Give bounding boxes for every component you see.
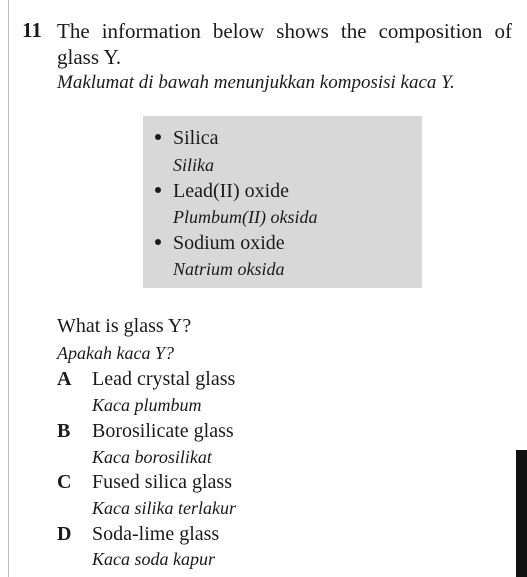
option-d-english[interactable]: Soda-lime glass	[92, 523, 220, 545]
composition-item-english: Lead(II) oxide	[173, 180, 290, 202]
question-stem-malay: Maklumat di bawah menunjukkan komposisi kaca Y.	[57, 72, 455, 93]
right-edge-bar	[516, 450, 527, 577]
option-a-malay: Kaca plumbum	[92, 395, 202, 415]
option-b-english[interactable]: Borosilicate glass	[92, 420, 234, 442]
option-c-english[interactable]: Fused silica glass	[92, 471, 232, 493]
option-b-malay: Kaca borosilikat	[92, 447, 212, 467]
composition-item	[155, 179, 289, 203]
option-d-letter: D	[57, 523, 72, 545]
option-c-malay: Kaca silika terlakur	[92, 498, 236, 518]
composition-item-malay: Silika	[173, 155, 214, 175]
prompt-english: What is glass Y?	[57, 315, 192, 337]
composition-item	[155, 126, 219, 150]
left-margin-rule	[8, 0, 9, 577]
bullet-icon	[155, 187, 161, 193]
composition-item-english: Silica	[173, 127, 219, 149]
question-number: 11	[22, 18, 42, 42]
composition-item-malay: Plumbum(II) oksida	[173, 207, 318, 227]
composition-item-english: Sodium oxide	[173, 232, 285, 254]
option-d-malay: Kaca soda kapur	[92, 549, 215, 569]
bullet-icon	[155, 134, 161, 140]
option-b-letter: B	[57, 420, 71, 442]
composition-item	[155, 231, 285, 255]
option-a-letter: A	[57, 368, 72, 390]
option-c-letter: C	[57, 471, 72, 493]
question-stem-english: The information below shows the composition of glass Y.	[57, 19, 512, 69]
composition-item-malay: Natrium oksida	[173, 259, 285, 279]
bullet-icon	[155, 239, 161, 245]
prompt-malay: Apakah kaca Y?	[57, 343, 174, 363]
option-a-english[interactable]: Lead crystal glass	[92, 368, 236, 390]
